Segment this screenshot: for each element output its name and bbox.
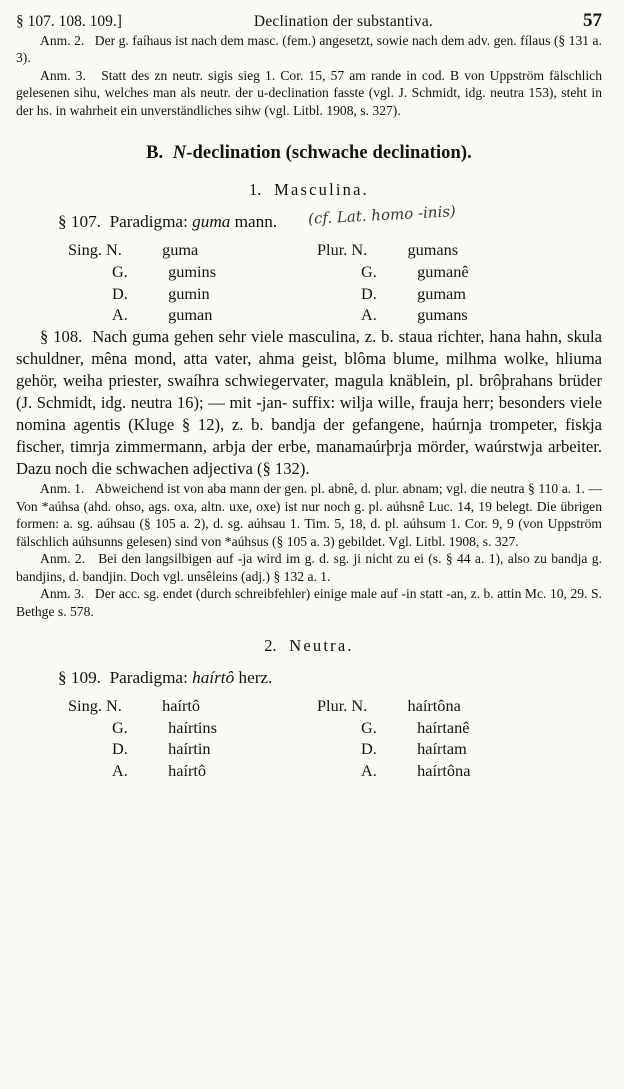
note-text: Der g. faíhaus ist nach dem masc. (fem.) angesetzt, sowie nach dem adv. gen. fílaus (§ 131 a. 3).	[16, 33, 602, 66]
note-text: Statt des zn neutr. sigis sieg 1. Cor. 15, 57 am rande in cod. B von Uppström fälschlich gelesenen sihu, welches man als neutr. der u-declination fasste (vgl. J. Schmidt, idg. neutra 153), steht in der hs. in wahrheit ein unverständliches sihw (vgl. Litbl. 1908, s. 327).	[16, 67, 602, 118]
form-value: haírtôna	[417, 761, 471, 781]
case-label: G.	[112, 261, 128, 281]
section-letter: B.	[146, 143, 164, 164]
section-number-107: § 107.	[58, 212, 101, 232]
form-value: guman	[168, 305, 213, 325]
handwritten-marginal-note: (cf. Lat. homo -inis)	[307, 202, 457, 229]
case-label: A.	[112, 305, 128, 325]
paradigm-word: haírtô	[192, 668, 235, 688]
table-row	[112, 304, 309, 326]
running-head-sections: § 107. 108. 109.]	[16, 13, 122, 30]
table-row	[112, 760, 309, 782]
subsection-heading-neutra	[16, 636, 602, 656]
note-label: Anm. 2.	[40, 551, 86, 567]
paradigm-gloss: mann.	[234, 212, 278, 232]
table-row	[361, 738, 602, 760]
paradigm-gloss: herz.	[238, 668, 273, 688]
note-label: Anm. 1.	[40, 481, 85, 497]
table-row	[361, 760, 602, 782]
table-row	[68, 695, 309, 717]
section-number-108: § 108.	[40, 326, 83, 346]
subsection-label: Neutra.	[289, 636, 354, 656]
section-number-109: § 109.	[58, 668, 101, 688]
case-label: N.	[351, 240, 368, 260]
page-number: 57	[583, 10, 602, 31]
note-label: Anm. 3.	[40, 586, 85, 602]
note-label: Anm. 2.	[40, 33, 85, 48]
paradigm-107-table	[16, 239, 602, 326]
paradigm-107-plural-column	[309, 239, 602, 326]
paradigm-109-singular-column	[16, 695, 309, 782]
table-row	[112, 738, 309, 760]
case-label: A.	[361, 761, 377, 781]
section-heading-b	[16, 143, 602, 164]
form-value: gumins	[168, 261, 217, 281]
table-row	[317, 695, 602, 717]
table-row	[361, 283, 602, 305]
table-row	[112, 261, 309, 283]
paradigm-lead: Paradigma:	[109, 668, 188, 688]
note-text: Bei den langsilbigen auf -ja wird im g. d. sg. ji nicht zu ei (s. § 44 a. 1), also zu bandja g. bandjins, d. bandjin. Doch vgl. unsêleins (adj.) § 132 a. 1.	[16, 551, 602, 584]
form-value: haírtanê	[417, 717, 470, 737]
form-value: gumam	[417, 283, 466, 303]
form-value: haírtins	[168, 717, 217, 737]
paradigm-109-title	[16, 668, 602, 688]
form-value: gumanê	[417, 261, 469, 281]
subsection-number: 2.	[264, 636, 277, 656]
number-label: Plur.	[317, 696, 348, 716]
table-row	[361, 304, 602, 326]
note-text: Der acc. sg. endet (durch schreibfehler) einige male auf -in statt -an, z. b. attin Mc. 10, 29. S. Bethge s. 578.	[16, 586, 602, 619]
case-label: G.	[361, 261, 377, 281]
form-value: gumans	[407, 240, 459, 260]
case-label: G.	[361, 717, 377, 737]
note-anm3-108	[16, 585, 602, 620]
paradigm-109-table	[16, 695, 602, 782]
case-label: A.	[361, 305, 377, 325]
subsection-heading-masculina	[16, 180, 602, 200]
paradigm-109-plural-column	[309, 695, 602, 782]
subsection-label: Masculina.	[274, 180, 369, 200]
paradigm-107-title	[16, 202, 602, 232]
form-value: haírtôna	[407, 696, 461, 716]
paradigm-word: guma	[192, 212, 231, 232]
case-label: G.	[112, 717, 128, 737]
case-label: N.	[106, 240, 122, 260]
form-value: haírtam	[417, 739, 467, 759]
note-anm2-top	[16, 32, 602, 67]
section-title-italic: N	[172, 143, 187, 164]
case-label: A.	[112, 761, 128, 781]
form-value: gumin	[168, 283, 210, 303]
case-label: D.	[361, 283, 377, 303]
case-label: N.	[351, 696, 368, 716]
number-label: Sing.	[68, 696, 102, 716]
section-title-rest: -declination (schwache declination).	[186, 143, 472, 164]
paragraph-108-text: Nach guma gehen sehr viele masculina, z. b. staua richter, hana hahn, skula schuldner, mêna mond, atta vater, ahma geist, blôma blume, milhma wolke, hliuma gehör, weiha priester, swaíhra schwiegervater, magula knäblein, pl. brôþrahans brüder (J. Schmidt, idg. neutra 16); — mit -jan- suffix: wilja wille, frauja herr; besonders viele nomina agentis (Kluge § 12), z. b. bandja der gefangene, haúrnja trompeter, fiskja fischer, timrja zimmermann, arbja der erbe, manamaúrþrja mörder, waúrstwja arbeiter. Dazu noch die schwachen adjectiva (§ 132).	[16, 326, 603, 479]
table-row	[68, 239, 309, 261]
note-anm3-top	[16, 67, 602, 119]
number-label: Sing.	[68, 240, 102, 260]
note-text: Abweichend ist von aba mann der gen. pl. abnê, d. plur. abnam; vgl. die neutra § 110 a. 1. — Von *aúhsa (ahd. ohso, ags. oxa, altn. uxe, oxe) ist nur noch g. pl. aúhsnê Luc. 14, 19 belegt. Die übrigen formen: a. sg. aúhsau (§ 105 a. 2), d. sg. aúhsau 1. Tim. 5, 18, d. pl. aúhsum 1. Cor. 9, 9 (von Uppström fälschlich aúhsunns gelesen) sind von *aúhsus (§ 105 a. 3) gebildet. Vgl. Litbl. 1908, s. 327.	[16, 481, 602, 549]
number-label: Plur.	[317, 240, 348, 260]
form-value: haírtin	[168, 739, 211, 759]
table-row	[361, 717, 602, 739]
note-label: Anm. 3.	[40, 67, 86, 83]
page-body	[0, 32, 624, 782]
note-anm1-108	[16, 480, 602, 550]
form-value: haírtô	[168, 761, 207, 781]
note-anm2-108	[16, 550, 602, 585]
case-label: D.	[112, 739, 128, 759]
table-row	[361, 261, 602, 283]
table-row	[317, 239, 602, 261]
case-label: D.	[112, 283, 128, 303]
case-label: N.	[106, 696, 122, 716]
form-value: gumans	[417, 305, 468, 325]
paradigm-107-singular-column	[16, 239, 309, 326]
paradigm-lead: Paradigma:	[109, 212, 188, 232]
form-value: guma	[162, 240, 199, 260]
table-row	[112, 283, 309, 305]
running-head-title: Declination der substantiva.	[253, 13, 433, 30]
case-label: D.	[361, 739, 377, 759]
form-value: haírtô	[162, 696, 201, 716]
paragraph-108	[16, 326, 602, 480]
subsection-number: 1.	[249, 180, 262, 200]
table-row	[112, 717, 309, 739]
running-head	[0, 0, 624, 32]
